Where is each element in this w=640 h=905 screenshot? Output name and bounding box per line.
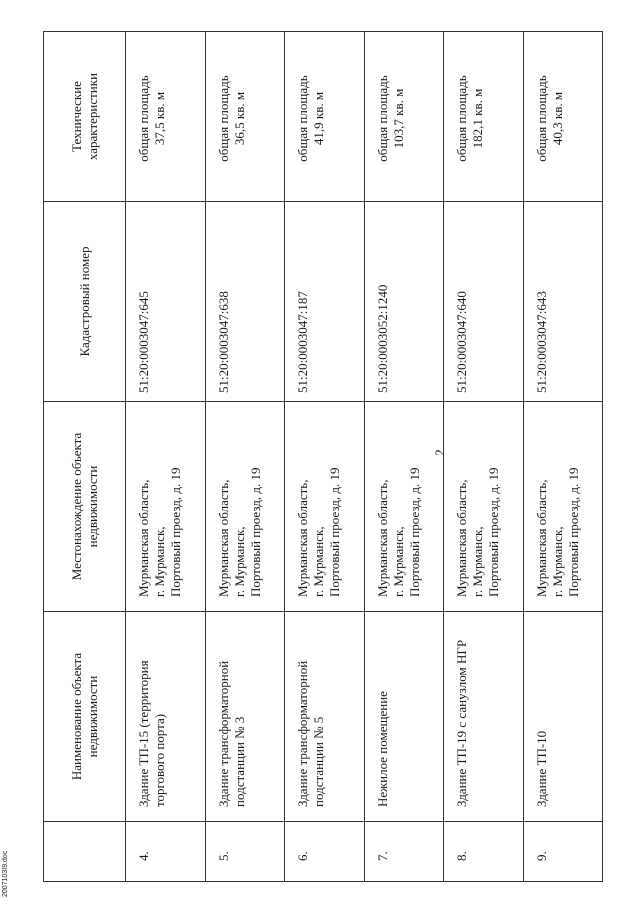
- object-name: Здание ТП-19 с санузлом НГР: [444, 612, 524, 822]
- tech-characteristics: общая площадь 41,9 кв. м: [285, 32, 365, 202]
- object-location: Мурманская область, г. Мурманск, Портовый проезд, д. 19: [205, 402, 285, 612]
- property-table: [43, 31, 603, 882]
- object-location: Мурманская область, г. Мурманск, Портовый проезд, д. 19: [126, 402, 206, 612]
- table-row: [364, 32, 444, 882]
- page-number: 2: [432, 449, 447, 456]
- cadastral-number: 51:20:0003047:645: [126, 202, 206, 402]
- table-row: [285, 32, 365, 882]
- row-number: 5.: [205, 822, 285, 882]
- tech-characteristics: общая площадь 182,1 кв. м: [444, 32, 524, 202]
- table-header-row: [44, 32, 126, 882]
- document-code: 2007103I9.doc: [2, 850, 9, 897]
- row-number: 4.: [126, 822, 206, 882]
- object-location: Мурманская область, г. Мурманск, Портовый проезд, д. 19: [523, 402, 603, 612]
- object-name: Здание трансформаторной подстанции № 5: [285, 612, 365, 822]
- table-row: [205, 32, 285, 882]
- object-name: Здание ТП-15 (территория торгового порта): [126, 612, 206, 822]
- object-location: Мурманская область, г. Мурманск, Портовый проезд, д. 19: [364, 402, 444, 612]
- cadastral-number: 51:20:0003047:643: [523, 202, 603, 402]
- table-row: [523, 32, 603, 882]
- cadastral-number: 51:20:0003047:638: [205, 202, 285, 402]
- header-location: Местонахождение объекта недвижимости: [44, 402, 126, 612]
- tech-characteristics: общая площадь 37,5 кв. м: [126, 32, 206, 202]
- header-name: Наименование объекта недвижимости: [44, 612, 126, 822]
- object-name: Здание трансформаторной подстанции № 3: [205, 612, 285, 822]
- table-row: [126, 32, 206, 882]
- object-name: Нежилое помещение: [364, 612, 444, 822]
- table-row: [444, 32, 524, 882]
- row-number: 6.: [285, 822, 365, 882]
- tech-characteristics: общая площадь 36,5 кв. м: [205, 32, 285, 202]
- tech-characteristics: общая площадь 103,7 кв. м: [364, 32, 444, 202]
- object-name: Здание ТП-10: [523, 612, 603, 822]
- cadastral-number: 51:20:0003052:1240: [364, 202, 444, 402]
- header-tech: Технические характеристики: [44, 32, 126, 202]
- object-location: Мурманская область, г. Мурманск, Портовый проезд, д. 19: [285, 402, 365, 612]
- header-num: [44, 822, 126, 882]
- row-number: 7.: [364, 822, 444, 882]
- row-number: 8.: [444, 822, 524, 882]
- tech-characteristics: общая площадь 40,3 кв. м: [523, 32, 603, 202]
- row-number: 9.: [523, 822, 603, 882]
- cadastral-number: 51:20:0003047:640: [444, 202, 524, 402]
- cadastral-number: 51:20:0003047:187: [285, 202, 365, 402]
- object-location: Мурманская область, г. Мурманск, Портовый проезд, д. 19: [444, 402, 524, 612]
- header-cadastral: Кадастровый номер: [44, 202, 126, 402]
